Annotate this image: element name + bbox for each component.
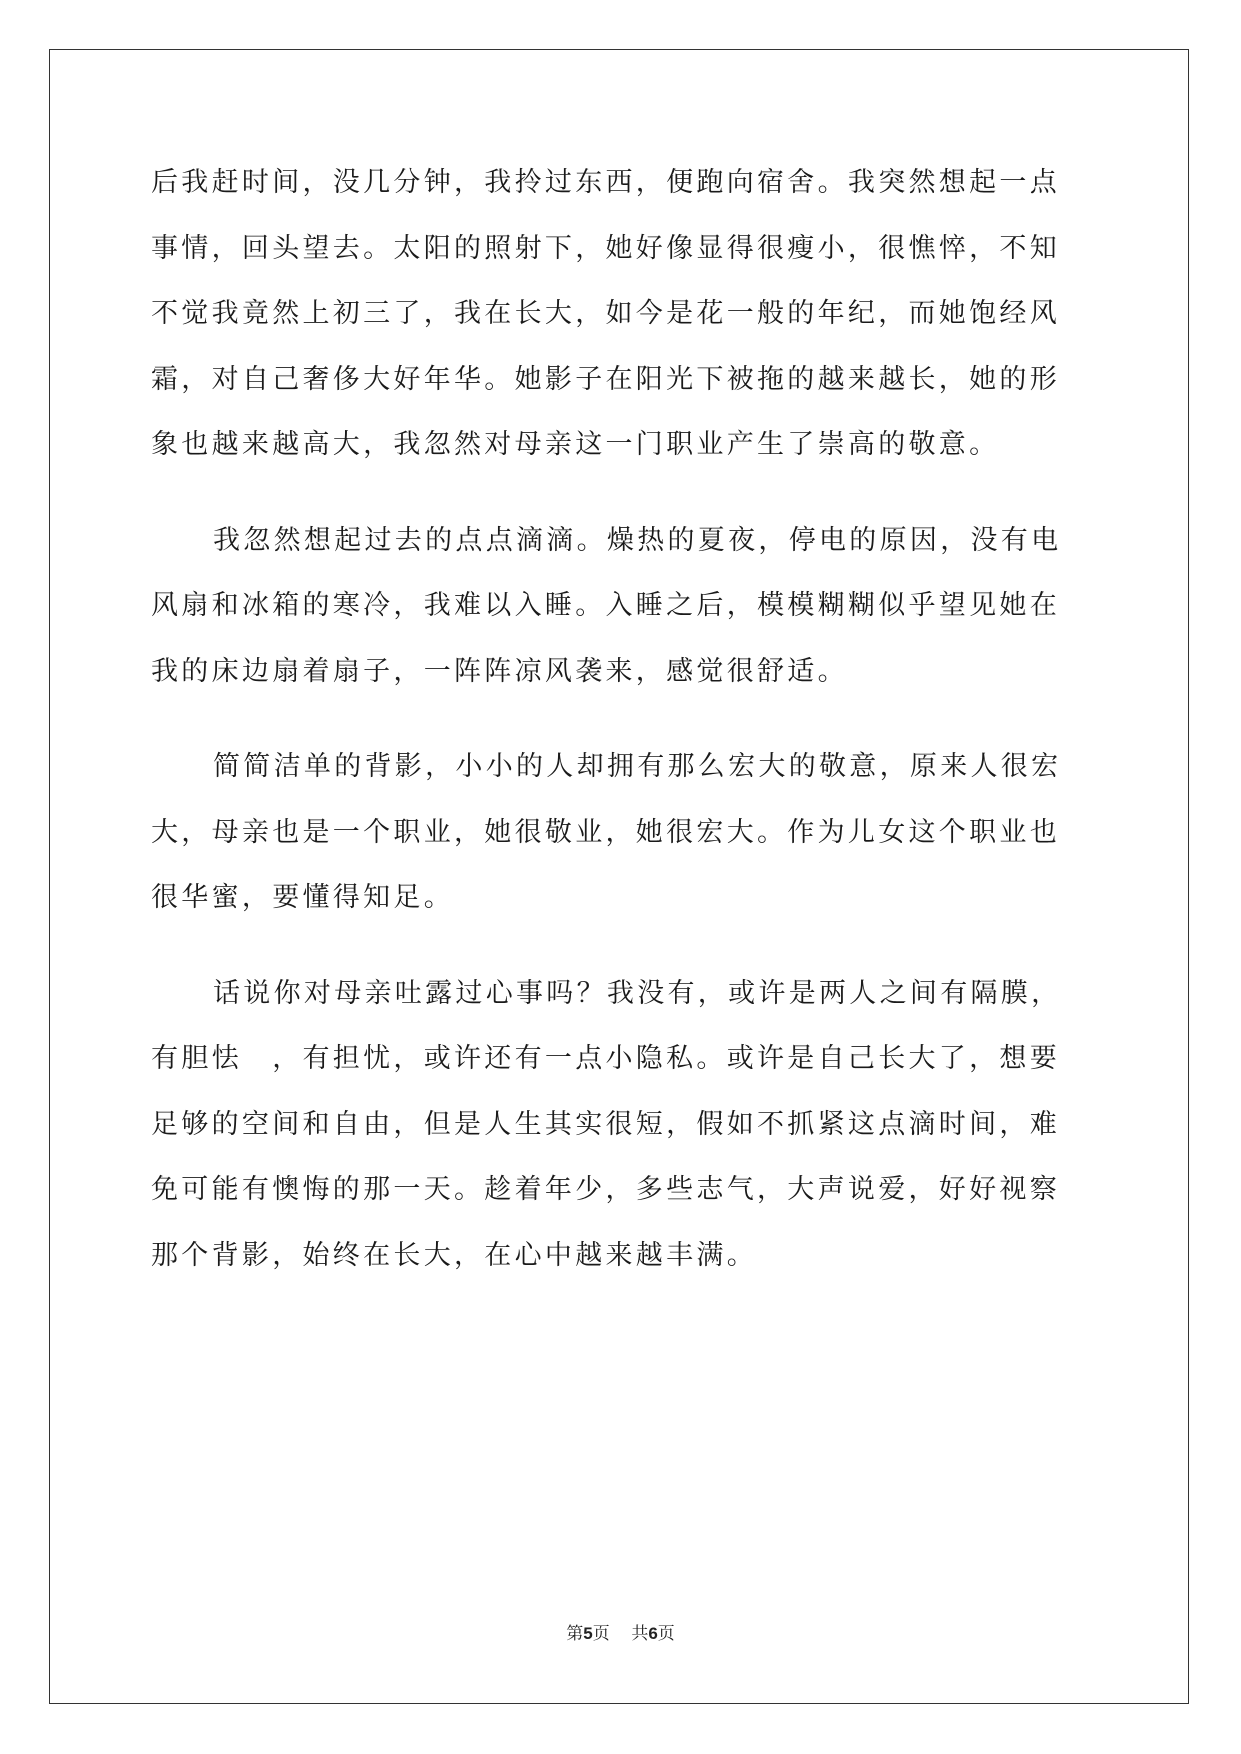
total-pages-number: 6 [648,1624,658,1643]
text-line: 霜，对自己奢侈大好年华。她影子在阳光下被拖的越来越长，她的形 [151,363,1060,395]
paragraph [151,739,1091,936]
text-line: 话说你对母亲吐露过心事吗？我没有，或许是两人之间有隔膜， [213,977,1062,1009]
text-line: 很华蜜，要懂得知足。 [151,882,454,913]
page-number-footer [0,1619,1241,1644]
footer-prefix: 第 [566,1624,584,1644]
text-line: 那个背影，始终在长大，在心中越来越丰满。 [151,1239,757,1271]
text-line: 象也越来越高大，我忽然对母亲这一门职业产生了崇高的敬意。 [151,429,1000,460]
footer-page-unit: 页 [592,1624,610,1644]
text-line: 有胆怯 ，有担忧，或许还有一点小隐私。或许是自己长大了，想要 [151,1043,1060,1074]
text-line: 不觉我竟然上初三了，我在长大，如今是花一般的年纪，而她饱经风 [151,298,1060,329]
text-line: 简简洁单的背影，小小的人却拥有那么宏大的敬意，原来人很宏 [213,751,1062,782]
paragraph [151,513,1091,710]
footer-total-suffix: 页 [657,1624,675,1644]
paragraph [151,155,1091,483]
current-page-number: 5 [583,1624,593,1643]
text-line: 足够的空间和自由，但是人生其实很短，假如不抓紧这点滴时间，难 [151,1108,1060,1140]
text-line: 事情，回头望去。太阳的照射下，她好像显得很瘦小，很憔悴，不知 [151,232,1060,264]
text-line: 后我赶时间，没几分钟，我拎过东西，便跑向宿舍。我突然想起一点 [151,167,1060,198]
text-line: 风扇和冰箱的寒冷，我难以入睡。入睡之后，模模糊糊似乎望见她在 [151,590,1060,621]
text-line: 我忽然想起过去的点点滴滴。燥热的夏夜，停电的原因，没有电 [213,524,1062,556]
text-line: 大，母亲也是一个职业，她很敬业，她很宏大。作为儿女这个职业也 [151,816,1060,848]
paragraph [151,966,1091,1294]
text-line: 免可能有懊悔的那一天。趁着年少，多些志气，大声说爱，好好视察 [151,1174,1060,1205]
document-body [151,155,1091,1293]
footer-total-prefix: 共 [631,1624,649,1644]
text-line: 我的床边扇着扇子，一阵阵凉风袭来，感觉很舒适。 [151,655,848,687]
